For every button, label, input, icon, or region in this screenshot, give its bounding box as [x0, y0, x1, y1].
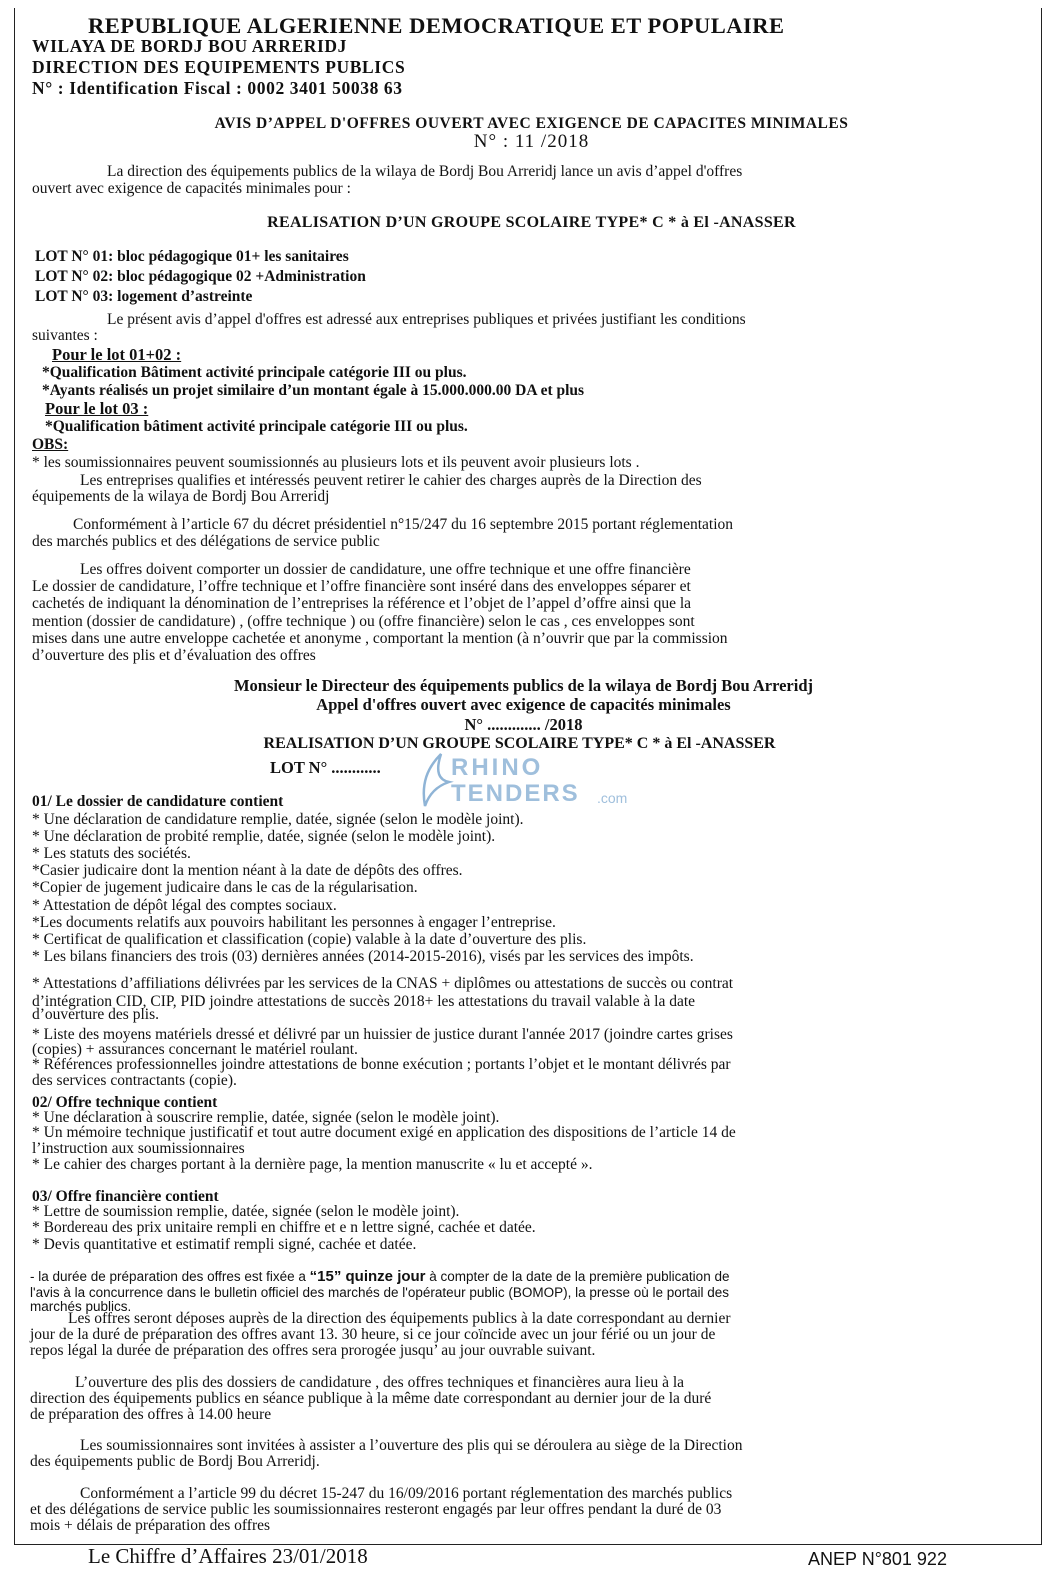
obs-line-2: Les entreprises qualifies et intéressés peuvent retirer le cahier des charges auprès de la Direction des	[80, 472, 702, 489]
final-line-3: mois + délais de préparation des offres	[30, 1517, 271, 1534]
condition-similar-project: *Ayants réalisés un projet similaire d’un montant égale à 15.000.000.00 DA et plus	[42, 382, 585, 399]
lot-03: LOT N° 03: logement d’astreinte	[35, 288, 253, 305]
dossier-heading: 01/ Le dossier de candidature contient	[32, 793, 284, 810]
duree-pre: - la durée de préparation des offres est fixée a	[30, 1269, 310, 1284]
notice-title: AVIS D’APPEL D'OFFRES OUVERT AVEC EXIGENCE DE CAPACITES MINIMALES	[214, 115, 849, 132]
technique-item: * Le cahier des charges portant à la dernière page, la mention manuscrite « lu et accepté ».	[32, 1156, 593, 1173]
dossier-item: * Certificat de qualification et classification (copie) valable à la date d’ouverture des plis.	[32, 931, 587, 948]
conditions-lot-01-02-heading: Pour le lot 01+02 :	[52, 345, 182, 364]
invites-line-1: Les soumissionnaires sont invitées à assister a l’ouverture des plis qui se déroulera au siège de la Direction	[80, 1437, 743, 1454]
depot-line-2: jour de la duré de préparation des offres avant 13. 30 heure, si ce jour coïncide avec un jour férié ou un jour de	[30, 1326, 716, 1343]
footer-anep: ANEP N°801 922	[808, 1549, 947, 1569]
financiere-heading: 03/ Offre financière contient	[32, 1188, 219, 1205]
conforme-line-1: Conformément à l’article 67 du décret présidentiel n°15/247 du 16 septembre 2015 portant réglementation	[73, 516, 734, 533]
conforme-line-2: des marchés publics et des délégations de service public	[32, 533, 380, 550]
dossier-item: * Les statuts des sociétés.	[32, 845, 191, 862]
duree-line-3: marchés publics.	[30, 1299, 132, 1314]
final-line-2: et des délégations de service public les soumissionnaires resteront engagés par leur offres pendant la duré de 03	[30, 1501, 722, 1518]
envelope-appel: Appel d'offres ouvert avec exigence de capacités minimales	[316, 695, 731, 714]
dossier-item: *Copier de jugement judicaire dans le cas de la régularisation.	[32, 879, 418, 896]
dossier-item: * Une déclaration de probité remplie, datée, signée (selon le modèle joint).	[32, 828, 496, 845]
condition-qualification-3: *Qualification bâtiment activité principale catégorie III ou plus.	[45, 418, 468, 435]
ouverture-line-3: de préparation des offres à 14.00 heure	[30, 1406, 272, 1423]
present-line-1: Le présent avis d’appel d'offres est adressé aux entreprises publiques et privées justifiant les conditions	[107, 311, 746, 328]
header-fiscal-id: N° : Identification Fiscal : 0002 3401 50038 63	[32, 78, 403, 98]
technique-item: l’instruction aux soumissionnaires	[32, 1140, 245, 1157]
envelope-number: N° ............. /2018	[464, 715, 583, 734]
present-line-2: suivantes :	[32, 327, 98, 344]
header-republic: REPUBLIQUE ALGERIENNE DEMOCRATIQUE ET POPULAIRE	[88, 13, 785, 38]
watermark-tenders: TENDERS	[451, 780, 580, 807]
duree-post: à compter de la date de la première publication de	[425, 1269, 730, 1284]
dossier-item: des services contractants (copie).	[32, 1072, 237, 1089]
dossier-item: * Références professionnelles joindre attestations de bonne exécution ; portants l’objet et le montant délivrés par	[32, 1056, 731, 1073]
notice-number: N° : 11 /2018	[473, 131, 590, 152]
intro-line-2: ouvert avec exigence de capacités minimales pour :	[32, 180, 351, 197]
financiere-item: * Lettre de soumission remplie, datée, signée (selon le modèle joint).	[32, 1203, 460, 1220]
dossier-item: *Casier judicaire dont la mention néant à la date de dépôts des offres.	[32, 862, 463, 879]
technique-item: * Une déclaration à souscrire remplie, datée, signée (selon le modèle joint).	[32, 1109, 500, 1126]
offres-line-2: Le dossier de candidature, l’offre technique et l’offre financière sont inséré dans des enveloppes séparer et	[32, 578, 691, 595]
ouverture-line-1: L’ouverture des plis des dossiers de candidature , des offres techniques et financières aura lieu à la	[75, 1374, 685, 1391]
duree-bold: “15” quinze jour	[309, 1268, 426, 1285]
dossier-item: * Les bilans financiers des trois (03) dernières années (2014-2015-2016), visés par les services des impôts.	[32, 948, 694, 965]
rhinotenders-watermark	[415, 750, 665, 810]
condition-qualification-1: *Qualification Bâtiment activité principale catégorie III ou plus.	[42, 364, 467, 381]
dossier-item: * Attestation de dépôt légal des comptes sociaux.	[32, 897, 337, 914]
dossier-item: d’ouverture des plis.	[32, 1006, 159, 1023]
offres-line-6: d’ouverture des plis et d’évaluation des offres	[32, 647, 316, 664]
envelope-project: REALISATION D’UN GROUPE SCOLAIRE TYPE* C * à El -ANASSER	[263, 735, 776, 752]
obs-line-3: équipements de la wilaya de Bordj Bou Arreridj	[32, 488, 330, 505]
header-wilaya: WILAYA DE BORDJ BOU ARRERIDJ	[32, 36, 348, 56]
obs-label: OBS:	[32, 436, 69, 453]
dossier-item: * Liste des moyens matériels dressé et délivré par un huissier de justice durant l'année 2017 (joindre cartes grises	[32, 1026, 733, 1043]
offres-line-4: mention (dossier de candidature) , (offre technique ) ou (offre financière) selon le cas , ces enveloppes sont	[32, 613, 695, 630]
dossier-item: *Les documents relatifs aux pouvoirs habilitant les personnes à engager l’entreprise.	[32, 914, 556, 931]
dossier-item: * Attestations d’affiliations délivrées par les services de la CNAS + diplômes ou attestations de succès ou contrat	[32, 975, 734, 992]
dossier-item: d’intégration CID, CIP, PID joindre attestations de succès 2018+ les attestations du travail valable à la date	[32, 993, 696, 1010]
offres-line-1: Les offres doivent comporter un dossier de candidature, une offre technique et une offre financière	[80, 561, 691, 578]
footer-publication: Le Chiffre d’Affaires 23/01/2018	[88, 1544, 368, 1568]
offres-line-5: mises dans une autre enveloppe cachetée et anonyme , comportant la mention (à n’ouvrir que par la commission	[32, 630, 728, 647]
final-line-1: Conformément a l’article 99 du décret 15-247 du 16/09/2016 portant réglementation des marchés publics	[80, 1485, 733, 1502]
financiere-item: * Bordereau des prix unitaire rempli en chiffre et e n lettre signé, cachée et datée.	[32, 1219, 536, 1236]
depot-line-3: repos légal la durée de préparation des offres sera prorogée jusqu’ au jour ouvrable suivant.	[30, 1342, 596, 1359]
offres-line-3: cachetés de indiquant la dénomination de l’entreprises la référence et l’objet de l’appel d’offre ainsi que la	[32, 595, 692, 612]
intro-line-1: La direction des équipements publics de la wilaya de Bordj Bou Arreridj lance un avis d’appel d'offres	[107, 163, 743, 180]
dossier-item: (copies) + assurances concernant le matériel roulant.	[32, 1041, 358, 1058]
invites-line-2: des équipements public de Bordj Bou Arreridj.	[30, 1453, 320, 1470]
obs-line-1: * les soumissionnaires peuvent soumissionnés au plusieurs lots et ils peuvent avoir plusieurs lots .	[32, 454, 640, 471]
depot-line-1: Les offres seront déposes auprès de la direction des équipements publics à la date correspondant au dernier	[68, 1310, 731, 1327]
financiere-item: * Devis quantitative et estimatif rempli signé, cachée et datée.	[32, 1236, 417, 1253]
duree-line-2: l'avis à la concurrence dans le bulletin officiel des marchés de l'opérateur public (BOMOP), la presse où le portail des	[30, 1285, 730, 1300]
dossier-item: * Une déclaration de candidature remplie, datée, signée (selon le modèle joint).	[32, 811, 524, 828]
project-title: REALISATION D’UN GROUPE SCOLAIRE TYPE* C * à El -ANASSER	[267, 214, 796, 231]
envelope-lot: LOT N° ............	[270, 758, 381, 777]
duree-line-1	[30, 1268, 729, 1285]
header-direction: DIRECTION DES EQUIPEMENTS PUBLICS	[32, 57, 406, 77]
lot-02: LOT N° 02: bloc pédagogique 02 +Administration	[35, 268, 366, 285]
envelope-director: Monsieur le Directeur des équipements publics de la wilaya de Bordj Bou Arreridj	[233, 676, 814, 695]
conditions-lot-03-heading: Pour le lot 03 :	[45, 399, 149, 418]
technique-item: * Un mémoire technique justificatif et tout autre document exigé en application des dispositions de l’article 14 de	[32, 1124, 736, 1141]
technique-heading: 02/ Offre technique contient	[32, 1094, 218, 1111]
watermark-rhino: RHINO	[451, 754, 544, 781]
lot-01: LOT N° 01: bloc pédagogique 01+ les sanitaires	[35, 248, 349, 265]
rhino-horn-icon	[415, 750, 455, 810]
ouverture-line-2: direction des équipements publics en séance publique à la même date correspondant au dernier jour de la duré	[30, 1390, 712, 1407]
watermark-suffix: .com	[597, 790, 628, 806]
